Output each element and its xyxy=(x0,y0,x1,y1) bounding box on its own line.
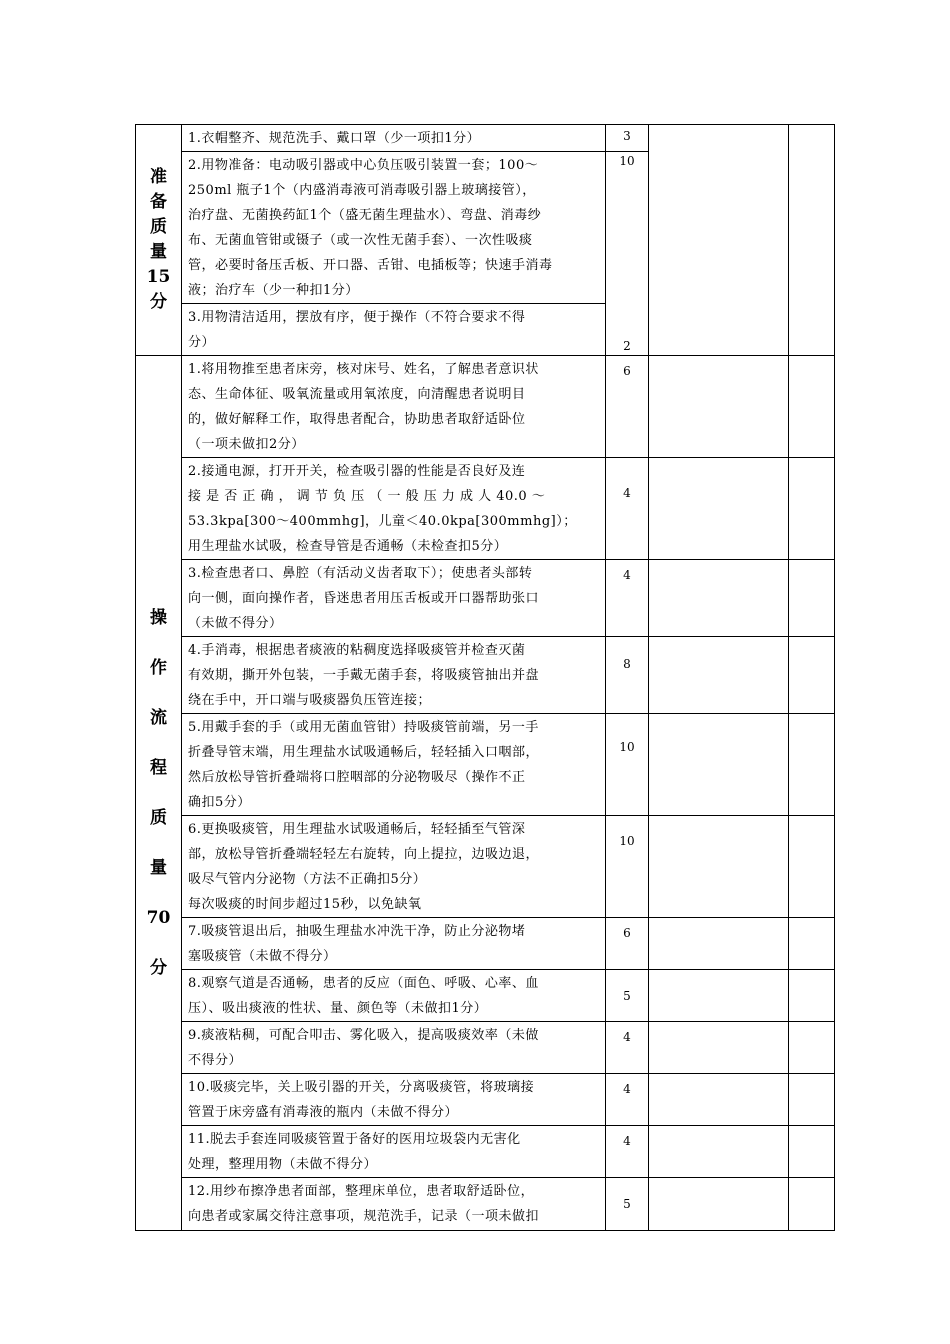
item-line: 治疗盘、无菌换药缸1个（盛无菌生理盐水）、弯盘、消毒纱 xyxy=(188,208,542,223)
item-score: 3 xyxy=(606,125,649,152)
empty-cell xyxy=(789,560,835,637)
item-line: （一项未做扣2分） xyxy=(188,437,305,452)
empty-cell xyxy=(649,816,789,918)
table-row xyxy=(136,970,835,1022)
item-score-value: 2 xyxy=(623,339,631,353)
item-line: 11.脱去手套连同吸痰管置于备好的医用垃圾袋内无害化 xyxy=(188,1132,521,1147)
item-line: 吸尽气管内分泌物（方法不正确扣5分） xyxy=(188,872,427,887)
item-line: 接 是 否 正 确 ， 调 节 负 压 （ 一 般 压 力 成 人 40.0 ～ xyxy=(188,489,546,504)
empty-cell xyxy=(789,637,835,714)
item-text xyxy=(182,1074,606,1126)
empty-cell xyxy=(789,970,835,1022)
item-text xyxy=(182,1126,606,1178)
empty-cell xyxy=(649,560,789,637)
item-line: 压）、吸出痰液的性状、量、颜色等（未做扣1分） xyxy=(188,1001,488,1016)
item-text xyxy=(182,458,606,560)
item-line: 分） xyxy=(188,335,216,350)
item-line: 1.将用物推至患者床旁，核对床号、姓名，了解患者意识状 xyxy=(188,362,539,377)
empty-cell xyxy=(649,1022,789,1074)
item-text xyxy=(182,918,606,970)
table-row xyxy=(136,1022,835,1074)
table-row xyxy=(136,637,835,714)
section-label-prep xyxy=(136,125,182,356)
section-label-char: 质 xyxy=(150,217,167,237)
item-text xyxy=(182,1022,606,1074)
item-line: 2.接通电源，打开开关，检查吸引器的性能是否良好及连 xyxy=(188,464,526,479)
table-row xyxy=(136,714,835,816)
item-text xyxy=(182,560,606,637)
table-row xyxy=(136,458,835,560)
item-line: 确扣5分） xyxy=(188,795,251,810)
item-score: 6 xyxy=(606,356,649,458)
section-label-char: 量 xyxy=(150,242,167,262)
empty-cell xyxy=(789,816,835,918)
empty-cell xyxy=(649,1074,789,1126)
empty-cell xyxy=(649,356,789,458)
item-line: 折叠导管末端，用生理盐水试吸通畅后，轻轻插入口咽部， xyxy=(188,745,540,760)
empty-cell xyxy=(789,918,835,970)
item-line: 绕在手中，开口端与吸痰器负压管连接； xyxy=(188,693,432,708)
table-row xyxy=(136,356,835,458)
item-line: 不得分） xyxy=(188,1053,243,1068)
item-line: 处理，整理用物（未做不得分） xyxy=(188,1157,378,1172)
item-line: 管置于床旁盛有消毒液的瓶内（未做不得分） xyxy=(188,1105,459,1120)
empty-cell xyxy=(649,714,789,816)
item-line: 每次吸痰的时间步超过15秒，以免缺氧 xyxy=(188,897,422,912)
item-text xyxy=(182,152,606,304)
section-label-char: 质 xyxy=(150,808,167,828)
item-text xyxy=(182,637,606,714)
empty-cell xyxy=(789,1074,835,1126)
item-line: 液；治疗车（少一种扣1分） xyxy=(188,283,359,298)
section-label-char: 程 xyxy=(150,758,167,778)
empty-cell xyxy=(789,1178,835,1231)
empty-cell xyxy=(789,356,835,458)
table-row xyxy=(136,816,835,918)
empty-cell xyxy=(789,125,835,356)
item-line: 管，必要时备压舌板、开口器、舌钳、电插板等；快速手消毒 xyxy=(188,258,553,273)
section-label-char: 作 xyxy=(150,658,167,678)
item-score xyxy=(606,152,649,356)
empty-cell xyxy=(789,1022,835,1074)
table-row xyxy=(136,1126,835,1178)
item-line: 布、无菌血管钳或镊子（或一次性无菌手套）、一次性吸痰 xyxy=(188,233,533,248)
table-row xyxy=(136,125,835,152)
empty-cell xyxy=(789,1126,835,1178)
section-label-char: 操 xyxy=(150,608,167,628)
item-line: 4.手消毒，根据患者痰液的粘稠度选择吸痰管并检查灭菌 xyxy=(188,643,526,658)
item-line: 向患者或家属交待注意事项，规范洗手，记录（一项未做扣 xyxy=(188,1209,540,1224)
item-text xyxy=(182,125,606,152)
empty-cell xyxy=(649,970,789,1022)
empty-cell xyxy=(649,1126,789,1178)
scoring-table xyxy=(135,124,835,1231)
empty-cell xyxy=(649,458,789,560)
table-row xyxy=(136,1178,835,1231)
item-line: 250ml 瓶子1个（内盛消毒液可消毒吸引器上玻璃接管）， xyxy=(188,183,536,198)
item-score: 10 xyxy=(606,816,649,918)
item-line: 2.用物准备：电动吸引器或中心负压吸引装置一套；100～ xyxy=(188,158,539,173)
empty-cell xyxy=(789,458,835,560)
item-line: 然后放松导管折叠端将口腔咽部的分泌物吸尽（操作不正 xyxy=(188,770,526,785)
item-text xyxy=(182,970,606,1022)
item-score: 8 xyxy=(606,637,649,714)
empty-cell xyxy=(649,637,789,714)
item-score: 6 xyxy=(606,918,649,970)
section-label-char: 70 xyxy=(146,908,171,928)
item-score: 5 xyxy=(606,970,649,1022)
item-line: 的，做好解释工作，取得患者配合，协助患者取舒适卧位 xyxy=(188,412,526,427)
section-label-char: 备 xyxy=(150,192,167,212)
item-score: 4 xyxy=(606,1022,649,1074)
section-label-proc xyxy=(136,356,182,1231)
section-label-char: 15 xyxy=(146,267,171,287)
section-label-char: 分 xyxy=(150,292,167,312)
item-score: 5 xyxy=(606,1178,649,1231)
item-line: 8.观察气道是否通畅，患者的反应（面色、呼吸、心率、血 xyxy=(188,976,539,991)
section-label-char: 分 xyxy=(150,958,167,978)
table-row xyxy=(136,1074,835,1126)
empty-cell xyxy=(789,714,835,816)
item-text xyxy=(182,1178,606,1231)
empty-cell xyxy=(649,918,789,970)
item-score-value: 10 xyxy=(619,154,635,168)
item-line: 塞吸痰管（未做不得分） xyxy=(188,949,337,964)
item-line: 7.吸痰管退出后，抽吸生理盐水冲洗干净，防止分泌物堵 xyxy=(188,924,526,939)
item-score: 4 xyxy=(606,1074,649,1126)
item-line: 3.检查患者口、鼻腔（有活动义齿者取下）；使患者头部转 xyxy=(188,566,533,581)
item-line: 向一侧，面向操作者，昏迷患者用压舌板或开口器帮助张口 xyxy=(188,591,540,606)
item-line: 3.用物清洁适用，摆放有序，便于操作（不符合要求不得 xyxy=(188,310,526,325)
item-text xyxy=(182,816,606,918)
item-score: 4 xyxy=(606,458,649,560)
item-line: 12.用纱布擦净患者面部，整理床单位，患者取舒适卧位， xyxy=(188,1184,535,1199)
item-line: 5.用戴手套的手（或用无菌血管钳）持吸痰管前端，另一手 xyxy=(188,720,539,735)
item-line: （未做不得分） xyxy=(188,616,283,631)
item-line: 9.痰液粘稠，可配合叩击、雾化吸入，提高吸痰效率（未做 xyxy=(188,1028,539,1043)
item-line: 态、生命体征、吸氧流量或用氧浓度，向清醒患者说明目 xyxy=(188,387,526,402)
section-label-char: 流 xyxy=(150,708,167,728)
item-line: 部，放松导管折叠端轻轻左右旋转，向上提拉，边吸边退， xyxy=(188,847,540,862)
table-row xyxy=(136,560,835,637)
empty-cell xyxy=(649,1178,789,1231)
section-label-char: 准 xyxy=(150,167,167,187)
item-text xyxy=(182,356,606,458)
item-line: 1.衣帽整齐、规范洗手、戴口罩（少一项扣1分） xyxy=(188,131,481,146)
table-row xyxy=(136,918,835,970)
item-text xyxy=(182,714,606,816)
section-label-char: 量 xyxy=(150,858,167,878)
item-line: 用生理盐水试吸，检查导管是否通畅（未检查扣5分） xyxy=(188,539,508,554)
item-line: 53.3kpa[300～400mmhg]，儿童＜40.0kpa[300mmhg]）； xyxy=(188,514,577,529)
item-text xyxy=(182,304,606,356)
item-line: 有效期，撕开外包装，一手戴无菌手套，将吸痰管抽出并盘 xyxy=(188,668,540,683)
item-line: 10.吸痰完毕，关上吸引器的开关，分离吸痰管，将玻璃接 xyxy=(188,1080,535,1095)
item-score: 10 xyxy=(606,714,649,816)
item-score: 4 xyxy=(606,560,649,637)
item-score: 4 xyxy=(606,1126,649,1178)
empty-cell xyxy=(649,125,789,356)
item-line: 6.更换吸痰管，用生理盐水试吸通畅后，轻轻插至气管深 xyxy=(188,822,526,837)
